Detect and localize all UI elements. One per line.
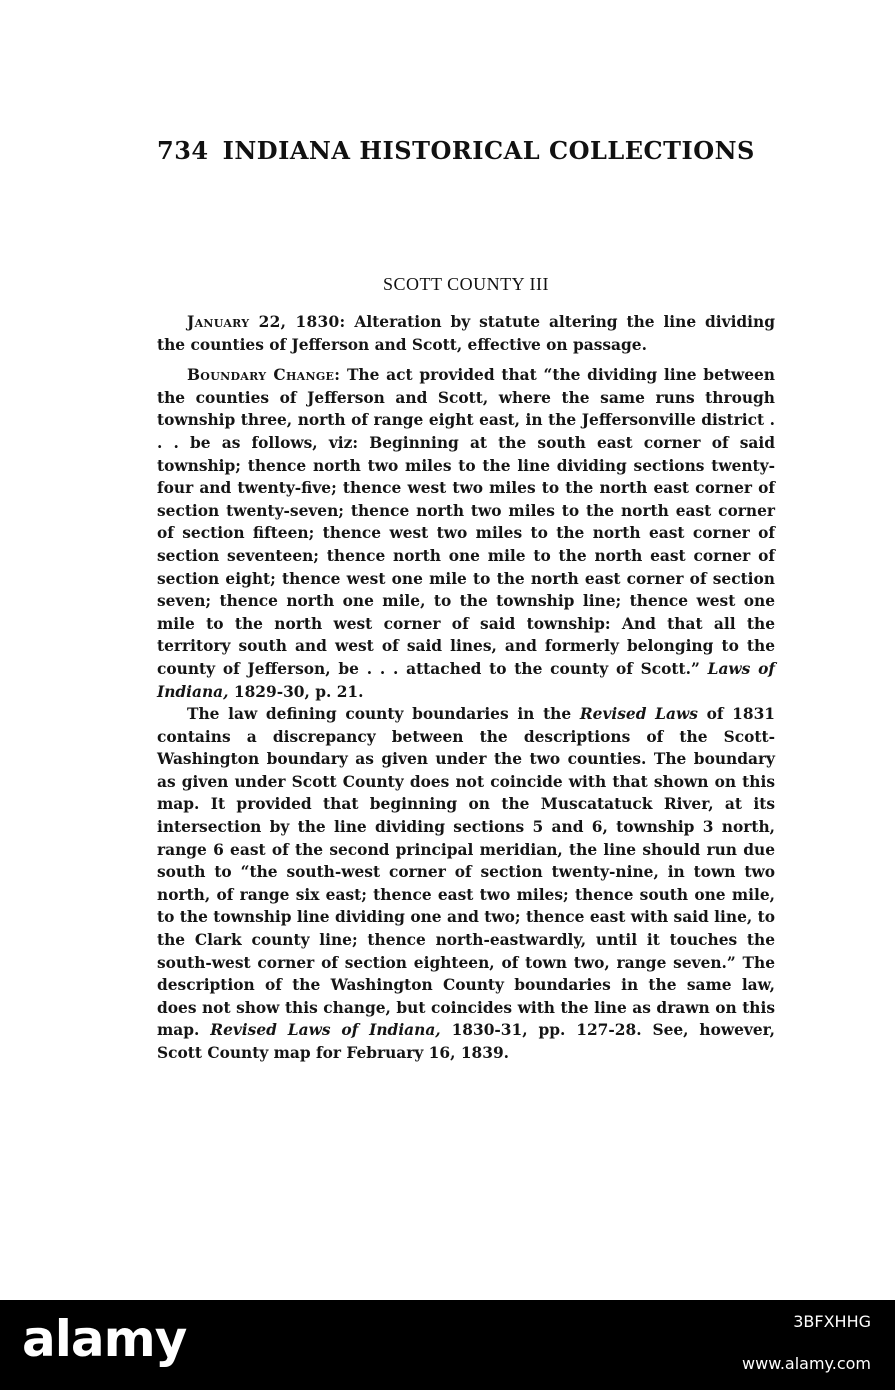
citation-tail: 1829-30, p. 21. (228, 682, 364, 701)
boundary-change-label: Boundary Change: (187, 366, 341, 385)
revised-text-c: 1830-31, pp. 127-28. See, however, Scott County map for February 16, 1839. (157, 1021, 775, 1062)
boundary-change-text: The act provided that “the dividing line between the counties of Jefferson and Scott, where the same runs through township three, north of range eight east, in the Jeffersonville district . . . be as follows, viz: Beginning at the south east corner of said township; thence north two miles to the line dividing sections twenty-four and twenty-five; thence west two miles to the north east corner of section twenty-seven; thence north two miles to the north east corner of section fifteen; thence west two miles to the north east corner of section seventeen; thence north one mile to the north east corner of section eight; thence west one mile to the north east corner of section seven; thence north one mile, to the township line; thence west one mile to the north west corner of said township: And that all the territory south and west of said lines, and formerly belonging to the county of Jefferson, be . . . attached to the county of Scott.” (157, 366, 775, 678)
body-text (157, 311, 775, 1065)
page-number: 734 (157, 136, 209, 165)
revised-italic-a: Revised Laws (579, 705, 698, 724)
section-title: SCOTT COUNTY III (383, 274, 549, 294)
watermark-bar (0, 1300, 895, 1390)
paragraph-date (157, 311, 775, 356)
revised-text-b: of 1831 contains a discrepancy between the descriptions of the Scott-Washington boundary as given under the two counties. The boundary as given under Scott County does not coincide with that shown on this map. It provided that beginning on the Muscatatuck River, at its intersection by the line dividing sections 5 and 6, township 3 north, range 6 east of the second principal meridian, the line should run due south to “the south-west corner of section twenty-nine, in town two north, of range six east; thence east two miles; thence south one mile, to the township line dividing one and two; thence east with said line, to the Clark county line; thence north-eastwardly, until it touches the south-west corner of section eighteen, of town two, range seven.” The description of the Washington County boundaries in the same law, does not show this change, but coincides with the line as drawn on this map. (157, 705, 775, 1040)
paragraph-revised-laws (157, 703, 775, 1065)
image-id: 3BFXHHG (793, 1312, 871, 1331)
date-text: Alteration by statute altering the line dividing the counties of Jefferson and Scott, effective on passage. (157, 313, 775, 354)
date-label: January 22, 1830: (187, 313, 346, 331)
watermark-url: www.alamy.com (742, 1354, 871, 1373)
citation-laws: Laws of Indiana, (157, 659, 776, 701)
revised-italic-b: Revised Laws of Indiana, (210, 1021, 441, 1040)
running-head (157, 136, 757, 165)
alamy-logo: alamy (22, 1310, 187, 1368)
running-title: INDIANA HISTORICAL COLLECTIONS (222, 136, 755, 165)
paragraph-boundary-change (157, 364, 775, 703)
revised-text-a: The law defining county boundaries in the (187, 705, 580, 724)
